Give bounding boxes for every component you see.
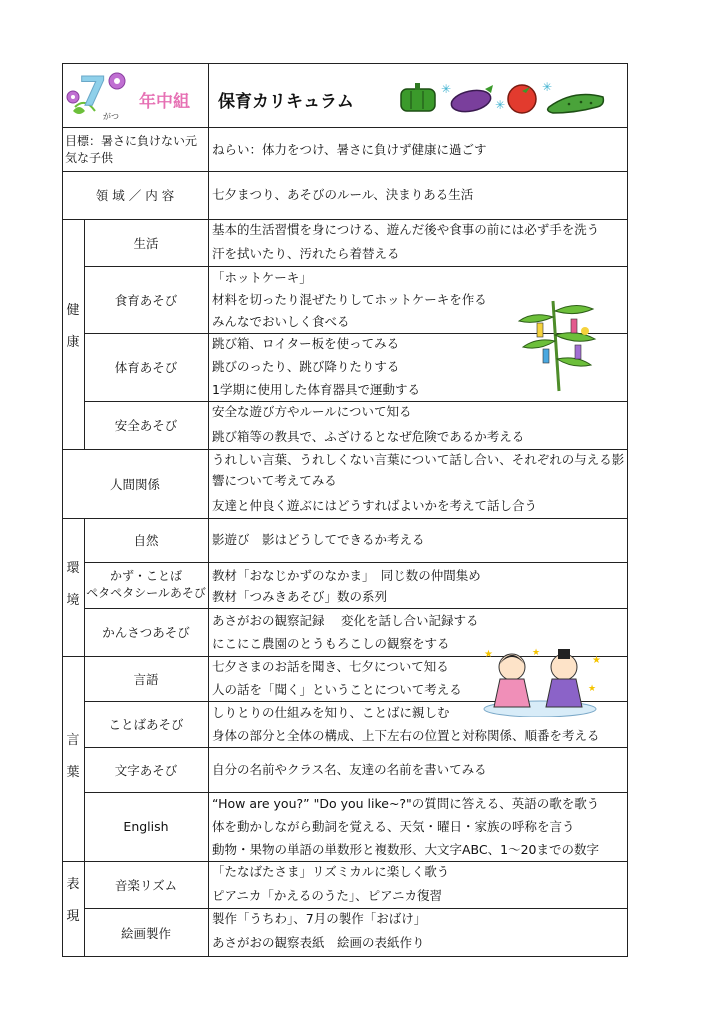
row-line: 製作「うちわ」、7月の製作「おばけ」 — [212, 911, 427, 926]
row-line: 汗を拭いたり、汚れたら着替える — [212, 246, 400, 261]
row-line: 影遊び 影はどうしてできるか考える — [212, 532, 425, 547]
group-language: 言 葉 — [66, 733, 80, 780]
green-pepper-icon — [401, 83, 435, 111]
row-line: しりとりの仕組みを知り、ことばに親しむ — [212, 705, 450, 720]
aim-text: ねらい：体力をつけ、暑さに負けず健康に過ごす — [212, 142, 487, 157]
row-line: 基本的生活習慣を身につける、遊んだ後や食事の前には必ず手を洗う — [212, 222, 600, 237]
row-name-seikatsu: 生活 — [133, 235, 159, 251]
row-name-english: English — [123, 819, 169, 834]
row-line: 友達と仲良く遊ぶにはどうすればよいかを考えて話し合う — [212, 498, 538, 513]
row-line: 跳び箱等の教具で、ふざけるとなぜ危険であるか考える — [212, 429, 525, 444]
row-line: 動物・果物の単語の単数形と複数形、大文字ABC、1～20までの数字 — [212, 842, 599, 857]
tomato-icon — [508, 85, 536, 113]
eggplant-icon — [449, 85, 493, 115]
row-line: 自分の名前やクラス名、友達の名前を書いてみる — [212, 762, 487, 777]
group-environment: 環 境 — [66, 561, 80, 608]
row-name-kaiga: 絵画製作 — [120, 925, 171, 941]
grade-label: 年中組 — [139, 92, 190, 112]
row-name-gengo: 言語 — [133, 671, 159, 687]
row-line: 教材「つみきあそび」数の系列 — [212, 589, 388, 604]
svg-text:7: 7 — [79, 69, 107, 115]
row-name-shizen: 自然 — [133, 533, 159, 548]
row-line: ピアニカ「かえるのうた」、ピアニカ復習 — [212, 888, 443, 903]
row-name-taiiku: 体育あそび — [114, 360, 178, 375]
svg-text:★: ★ — [484, 649, 493, 660]
svg-text:✳: ✳ — [542, 80, 553, 94]
row-line: 材料を切ったり混ぜたりしてホットケーキを作る — [212, 292, 487, 307]
row-line: 跳びのったり、跳び降りたりする — [212, 359, 400, 374]
svg-text:★: ★ — [592, 655, 601, 666]
row-line: 跳び箱、ロイター板を使ってみる — [212, 336, 400, 351]
row-line: “How are you?” "Do you like~?"の質問に答える、英語の歌を歌う — [212, 796, 600, 811]
page-title: 保育カリキュラム — [218, 92, 354, 112]
curriculum-sheet — [62, 63, 628, 957]
row-name-moji: 文字あそび — [114, 762, 178, 778]
row-name-kansatsu: かんさつあそび — [102, 625, 190, 640]
row-name-kotoba: ことばあそび — [108, 717, 184, 732]
svg-text:がつ: がつ — [103, 112, 119, 121]
svg-text:✳: ✳ — [495, 98, 506, 112]
row-line: 人の話を「聞く」ということについて考える — [212, 682, 462, 697]
row-line: 教材「おなじかずのなかま」 同じ数の仲間集め — [212, 568, 481, 583]
row-line: うれしい言葉、うれしくない言葉について話し合い、それぞれの与える影 — [212, 452, 625, 467]
row-name-shokuiku: 食育あそび — [114, 292, 178, 308]
row-line: にこにこ農園のとうもろこしの観察をする — [212, 636, 450, 651]
row-line: 七夕さまのお話を聞き、七夕について知る — [212, 659, 449, 674]
orihime-hikoboshi-icon — [480, 645, 610, 717]
cucumber-icon — [548, 95, 604, 113]
row-line: 体を動かしながら動詞を覚える、天気・曜日・家族の呼称を言う — [212, 819, 575, 834]
row-name-ongaku: 音楽リズム — [114, 877, 178, 893]
group-expression: 表 現 — [66, 877, 80, 924]
7gatsu-morning-glory-icon — [65, 67, 137, 123]
svg-text:★: ★ — [532, 648, 541, 658]
row-line: 「ホットケーキ」 — [212, 270, 312, 285]
svg-text:★: ★ — [588, 684, 597, 694]
row-line: みんなでおいしく食べる — [212, 314, 350, 329]
row-name-ningen: 人間関係 — [109, 476, 160, 492]
row-name-kazu: かず・ことば ペタペタシールあそび — [86, 569, 206, 600]
domain-value: 七夕まつり、あそびのルール、決まりある生活 — [212, 187, 474, 202]
domain-label: 領 域 ／ 内 容 — [95, 188, 175, 203]
row-line: 安全な遊び方やルールについて知る — [212, 404, 412, 419]
row-line: あさがおの観察記録 変化を話し合い記録する — [212, 613, 479, 628]
row-line: 響について考えてみる — [212, 473, 337, 488]
row-line: 身体の部分と全体の構成、上下左右の位置と対称関係、順番を考える — [212, 728, 600, 743]
svg-text:✳: ✳ — [441, 82, 452, 96]
row-name-anzen: 安全あそび — [114, 418, 178, 433]
tanabata-bamboo-icon — [513, 297, 605, 393]
row-line: 「たなばたさま」リズミカルに楽しく歌う — [212, 864, 450, 879]
group-health: 健 康 — [66, 303, 80, 350]
vegetables-icon — [399, 79, 609, 115]
row-line: 1学期に使用した体育器具で運動する — [212, 382, 420, 397]
row-line: あさがおの観察表紙 絵画の表紙作り — [212, 935, 425, 950]
goal-label: 目標：暑さに負けない元気な子供 — [65, 134, 198, 165]
